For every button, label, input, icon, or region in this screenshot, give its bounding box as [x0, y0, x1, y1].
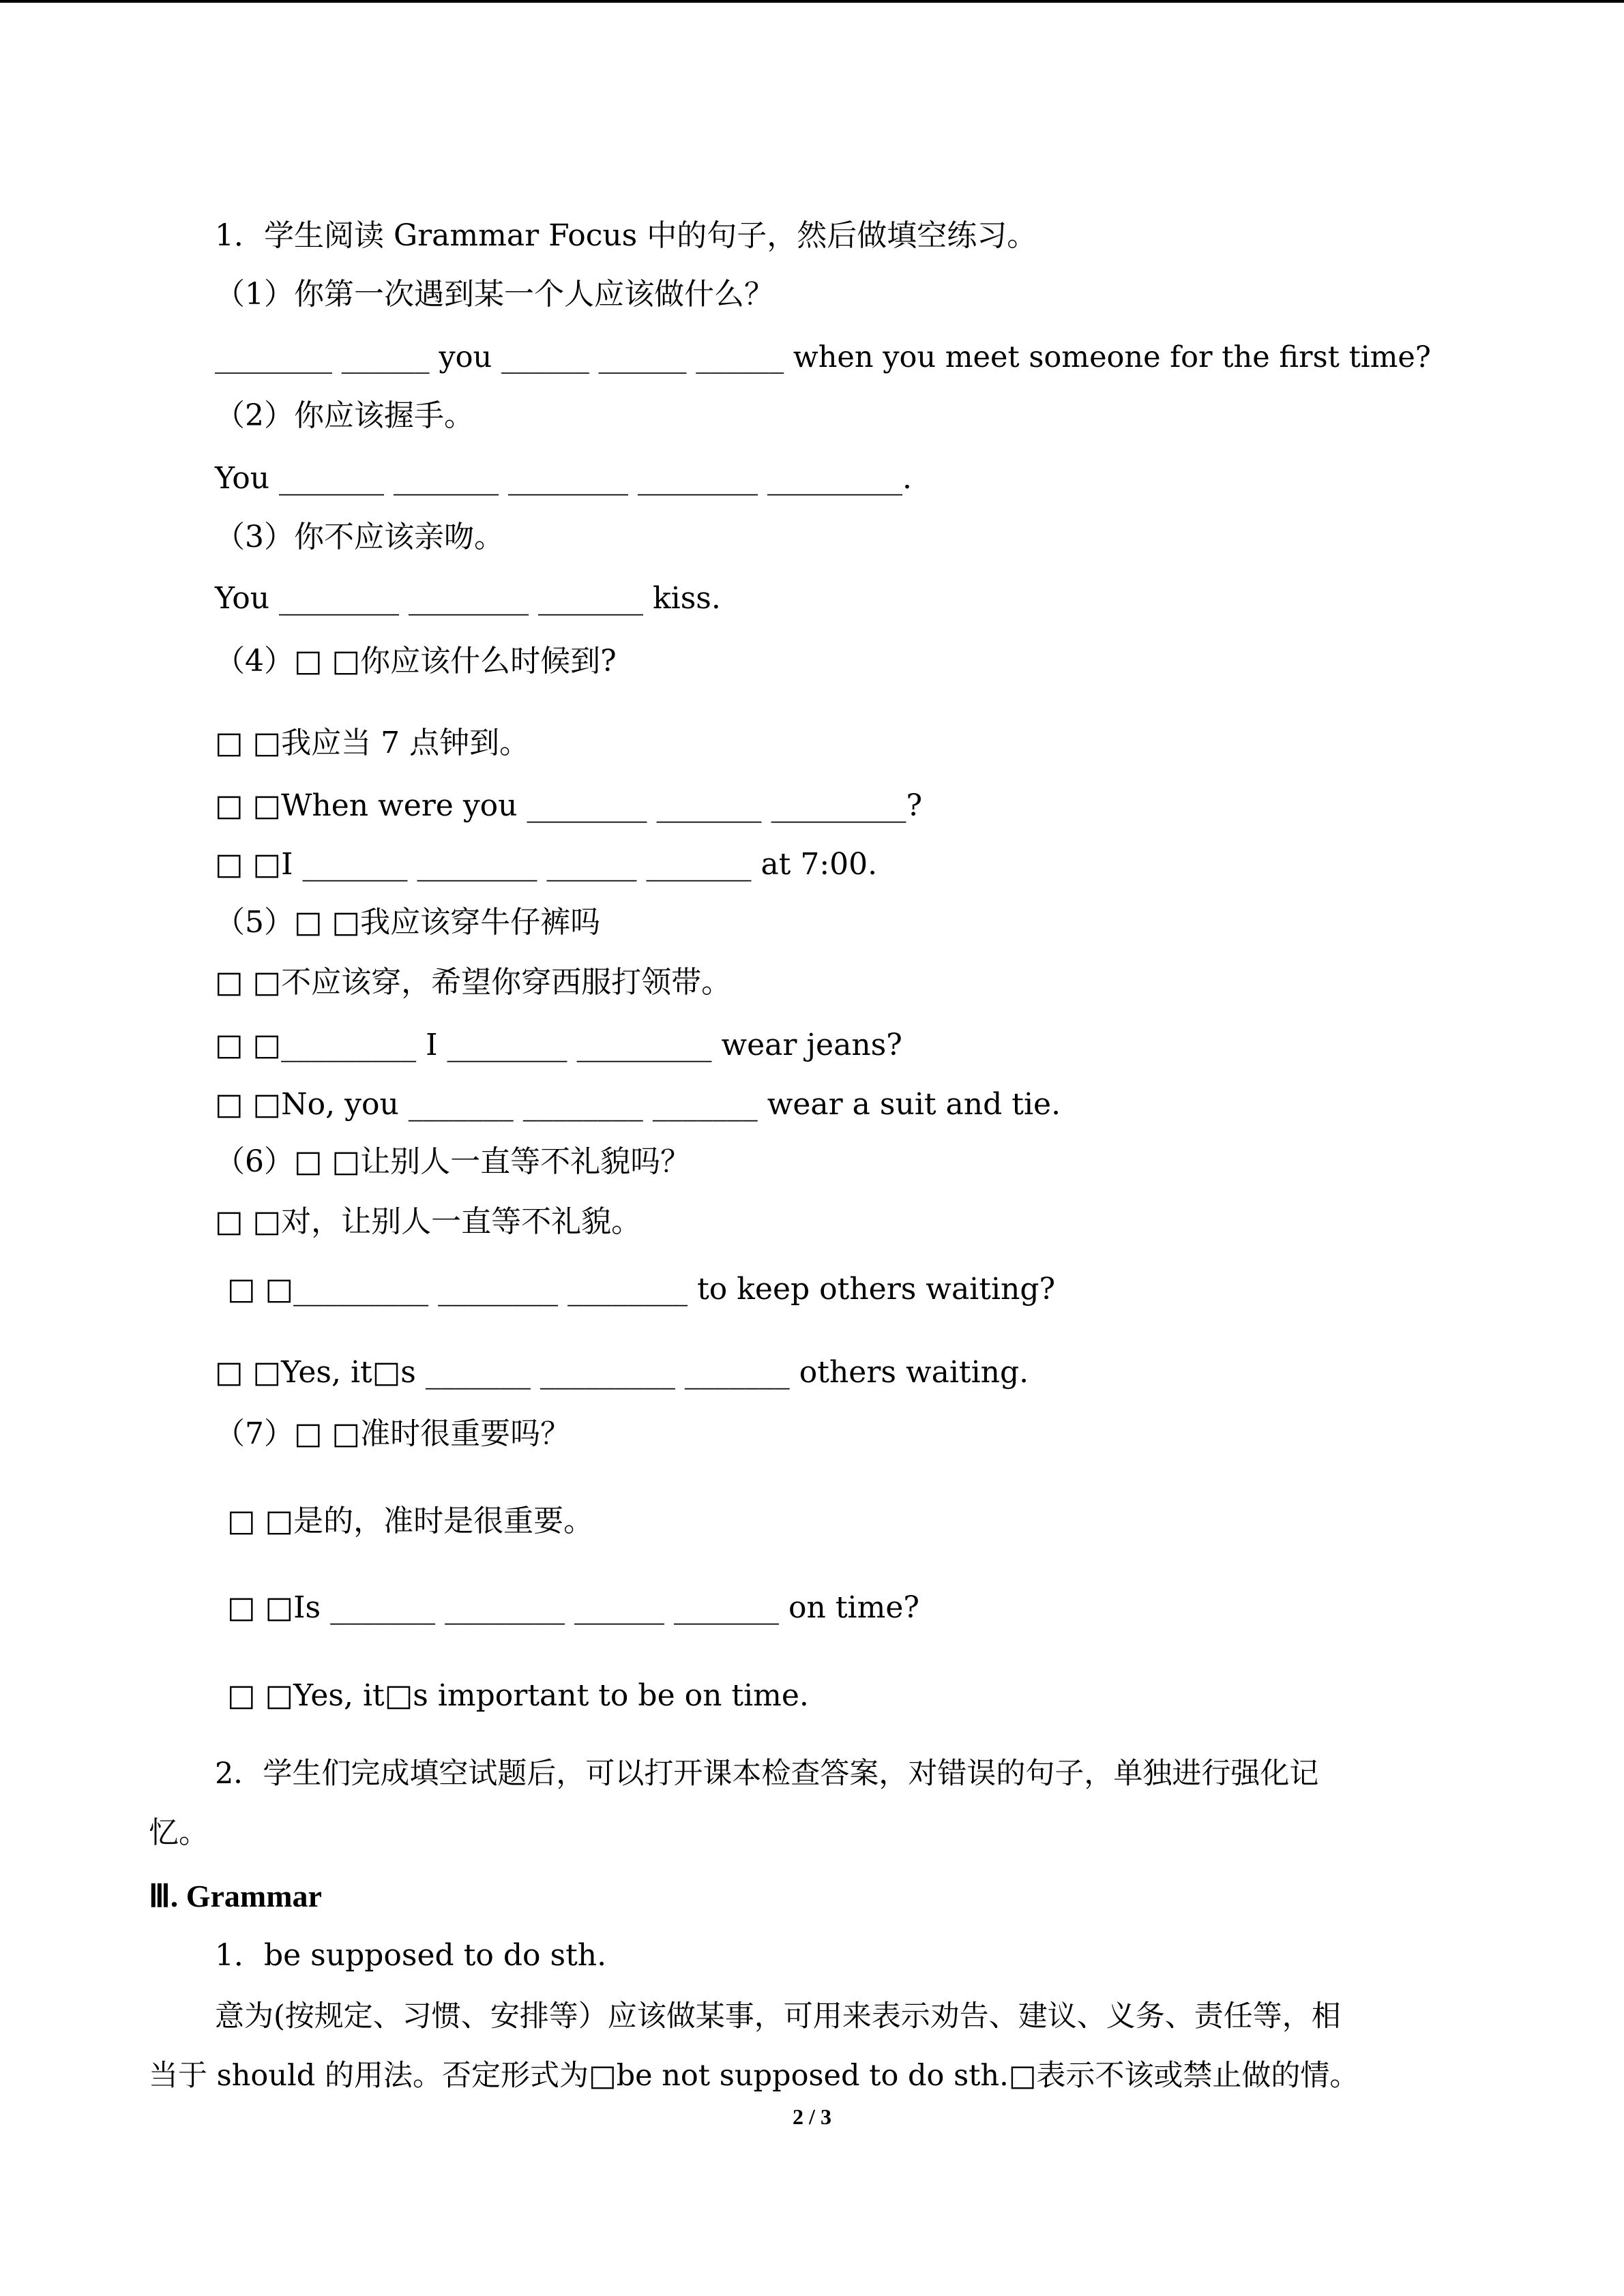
item-7-english-answer: □ □Yes, it□s important to be on time. [227, 1678, 809, 1713]
grammar-point-1: 1．be supposed to do sth. [215, 1938, 607, 1973]
grammar-explanation: 意为(按规定、习惯、安排等）应该做某事，可用来表示劝告、建议、义务、责任等，相 [215, 1999, 1341, 2033]
item-7-chinese-answer: □ □是的，准时是很重要。 [227, 1504, 594, 1538]
exercise-2-instruction: 2．学生们完成填空试题后，可以打开课本检查答案，对错误的句子，单独进行强化记 [215, 1757, 1319, 1791]
item-4-chinese-question: （4）□ □你应该什么时候到? [215, 644, 617, 679]
top-border-line [0, 0, 1624, 3]
section-heading: Ⅲ. Grammar [149, 1879, 322, 1913]
item-1-english: ________ ______ you ______ ______ ______ when you meet someone for the first time? [215, 340, 1431, 374]
item-4-chinese-answer: □ □我应当 7 点钟到。 [215, 726, 530, 760]
item-6-chinese-question: （6）□ □让别人一直等不礼貌吗？ [215, 1144, 691, 1179]
page-number: 2 / 3 [793, 2104, 831, 2129]
item-5-chinese-answer: □ □不应该穿，希望你穿西服打领带。 [215, 965, 732, 1000]
exercise-2-instruction-cont: 忆。 [149, 1815, 209, 1850]
item-2-chinese: （2）你应该握手。 [215, 398, 474, 433]
item-4-english-question: □ □When were you ________ _______ _________? [215, 788, 923, 823]
item-3-chinese: （3）你不应该亲吻。 [215, 520, 504, 554]
exercise-instruction: 1．学生阅读 Grammar Focus 中的句子，然后做填空练习。 [215, 218, 1037, 253]
item-2-english: You _______ _______ ________ ________ _________. [215, 461, 912, 496]
item-3-english: You ________ ________ _______ kiss. [215, 581, 721, 616]
item-7-chinese-question: （7）□ □准时很重要吗？ [215, 1416, 571, 1451]
grammar-explanation-cont: 当于 should 的用法。否定形式为□be not supposed to do sth.□表示不该或禁止做的情。 [149, 2059, 1359, 2093]
item-6-english-question: □ □_________ ________ ________ to keep others waiting? [227, 1272, 1056, 1307]
item-4-english-answer: □ □I _______ ________ ______ _______ at 7:00. [215, 847, 878, 882]
item-5-chinese-question: （5）□ □我应该穿牛仔裤吗 [215, 905, 601, 940]
item-6-chinese-answer: □ □对，让别人一直等不礼貌。 [215, 1204, 642, 1239]
item-5-english-answer: □ □No, you _______ ________ _______ wear a suit and tie. [215, 1087, 1061, 1122]
item-6-english-answer: □ □Yes, it□s _______ _________ _______ others waiting. [215, 1355, 1029, 1390]
item-5-english-question: □ □_________ I ________ _________ wear jeans? [215, 1028, 902, 1062]
item-7-english-question: □ □Is _______ ________ ______ _______ on time? [227, 1590, 919, 1625]
item-1-chinese: （1）你第一次遇到某一个人应该做什么？ [215, 277, 774, 312]
